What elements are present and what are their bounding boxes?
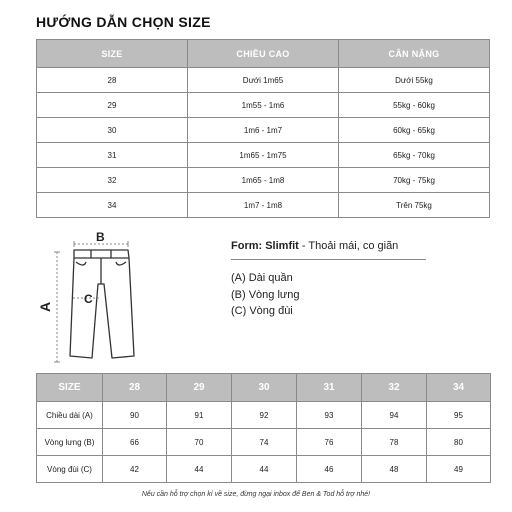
table-row bbox=[37, 143, 490, 168]
form-divider bbox=[231, 259, 426, 260]
measurement-thigh: (C) Vòng đùi bbox=[231, 305, 293, 317]
header-height: CHIỀU CAO bbox=[188, 40, 339, 68]
size-chart-header-row bbox=[37, 40, 490, 68]
cell-height: 1m7 - 1m8 bbox=[188, 193, 339, 218]
cell-value: 48 bbox=[362, 456, 427, 483]
cell-value: 91 bbox=[167, 402, 232, 429]
cell-value: 92 bbox=[232, 402, 297, 429]
cell-value: 42 bbox=[103, 456, 167, 483]
form-description bbox=[231, 240, 398, 252]
label-b: B bbox=[96, 230, 105, 244]
table-row bbox=[37, 456, 491, 483]
cell-weight: 65kg - 70kg bbox=[339, 143, 490, 168]
cell-height: Dưới 1m65 bbox=[188, 68, 339, 93]
cell-value: 80 bbox=[427, 429, 491, 456]
cell-weight: Dưới 55kg bbox=[339, 68, 490, 93]
cell-value: 44 bbox=[167, 456, 232, 483]
cell-size: 29 bbox=[37, 93, 188, 118]
cell-height: 1m55 - 1m6 bbox=[188, 93, 339, 118]
cell-weight: 60kg - 65kg bbox=[339, 118, 490, 143]
header-size: SIZE bbox=[37, 374, 103, 402]
header-size-29: 29 bbox=[167, 374, 232, 402]
cell-value: 49 bbox=[427, 456, 491, 483]
form-detail: - Thoải mái, co giãn bbox=[298, 240, 399, 252]
cell-size: 30 bbox=[37, 118, 188, 143]
cell-value: 94 bbox=[362, 402, 427, 429]
cell-size: 31 bbox=[37, 143, 188, 168]
size-chart-table bbox=[36, 39, 490, 218]
cell-value: 46 bbox=[297, 456, 362, 483]
row-label: Vòng lưng (B) bbox=[37, 429, 103, 456]
header-size-34: 34 bbox=[427, 374, 491, 402]
cell-height: 1m65 - 1m8 bbox=[188, 168, 339, 193]
header-size-32: 32 bbox=[362, 374, 427, 402]
cell-size: 32 bbox=[37, 168, 188, 193]
cell-value: 70 bbox=[167, 429, 232, 456]
cell-weight: 55kg - 60kg bbox=[339, 93, 490, 118]
cell-value: 93 bbox=[297, 402, 362, 429]
cell-height: 1m65 - 1m75 bbox=[188, 143, 339, 168]
pants-outline-icon bbox=[70, 250, 134, 358]
header-size-30: 30 bbox=[232, 374, 297, 402]
cell-weight: Trên 75kg bbox=[339, 193, 490, 218]
cell-weight: 70kg - 75kg bbox=[339, 168, 490, 193]
cell-value: 95 bbox=[427, 402, 491, 429]
header-size: SIZE bbox=[37, 40, 188, 68]
table-row bbox=[37, 168, 490, 193]
measurement-table bbox=[36, 373, 491, 483]
pants-diagram bbox=[36, 222, 176, 372]
header-size-31: 31 bbox=[297, 374, 362, 402]
cell-value: 44 bbox=[232, 456, 297, 483]
cell-size: 28 bbox=[37, 68, 188, 93]
measurement-length: (A) Dài quần bbox=[231, 272, 293, 284]
measurement-header-row bbox=[37, 374, 491, 402]
table-row bbox=[37, 402, 491, 429]
cell-size: 34 bbox=[37, 193, 188, 218]
cell-value: 76 bbox=[297, 429, 362, 456]
row-label: Chiều dài (A) bbox=[37, 402, 103, 429]
footer-note: Nếu cần hỗ trợ chọn kí về size, đừng ngại inbox để Ben & Tod hỗ trợ nhé! bbox=[141, 491, 371, 498]
cell-value: 78 bbox=[362, 429, 427, 456]
cell-value: 74 bbox=[232, 429, 297, 456]
header-size-28: 28 bbox=[103, 374, 167, 402]
table-row bbox=[37, 193, 490, 218]
table-row bbox=[37, 93, 490, 118]
header-weight: CÂN NẶNG bbox=[339, 40, 490, 68]
table-row bbox=[37, 68, 490, 93]
form-label: Form: Slimfit bbox=[231, 240, 299, 252]
table-row bbox=[37, 118, 490, 143]
label-c: C bbox=[84, 292, 93, 306]
cell-height: 1m6 - 1m7 bbox=[188, 118, 339, 143]
row-label: Vòng đùi (C) bbox=[37, 456, 103, 483]
label-a: A bbox=[37, 301, 53, 312]
page-title: HƯỚNG DẪN CHỌN SIZE bbox=[36, 14, 211, 30]
cell-value: 90 bbox=[103, 402, 167, 429]
cell-value: 66 bbox=[103, 429, 167, 456]
table-row bbox=[37, 429, 491, 456]
measurement-waist: (B) Vòng lưng bbox=[231, 289, 300, 301]
